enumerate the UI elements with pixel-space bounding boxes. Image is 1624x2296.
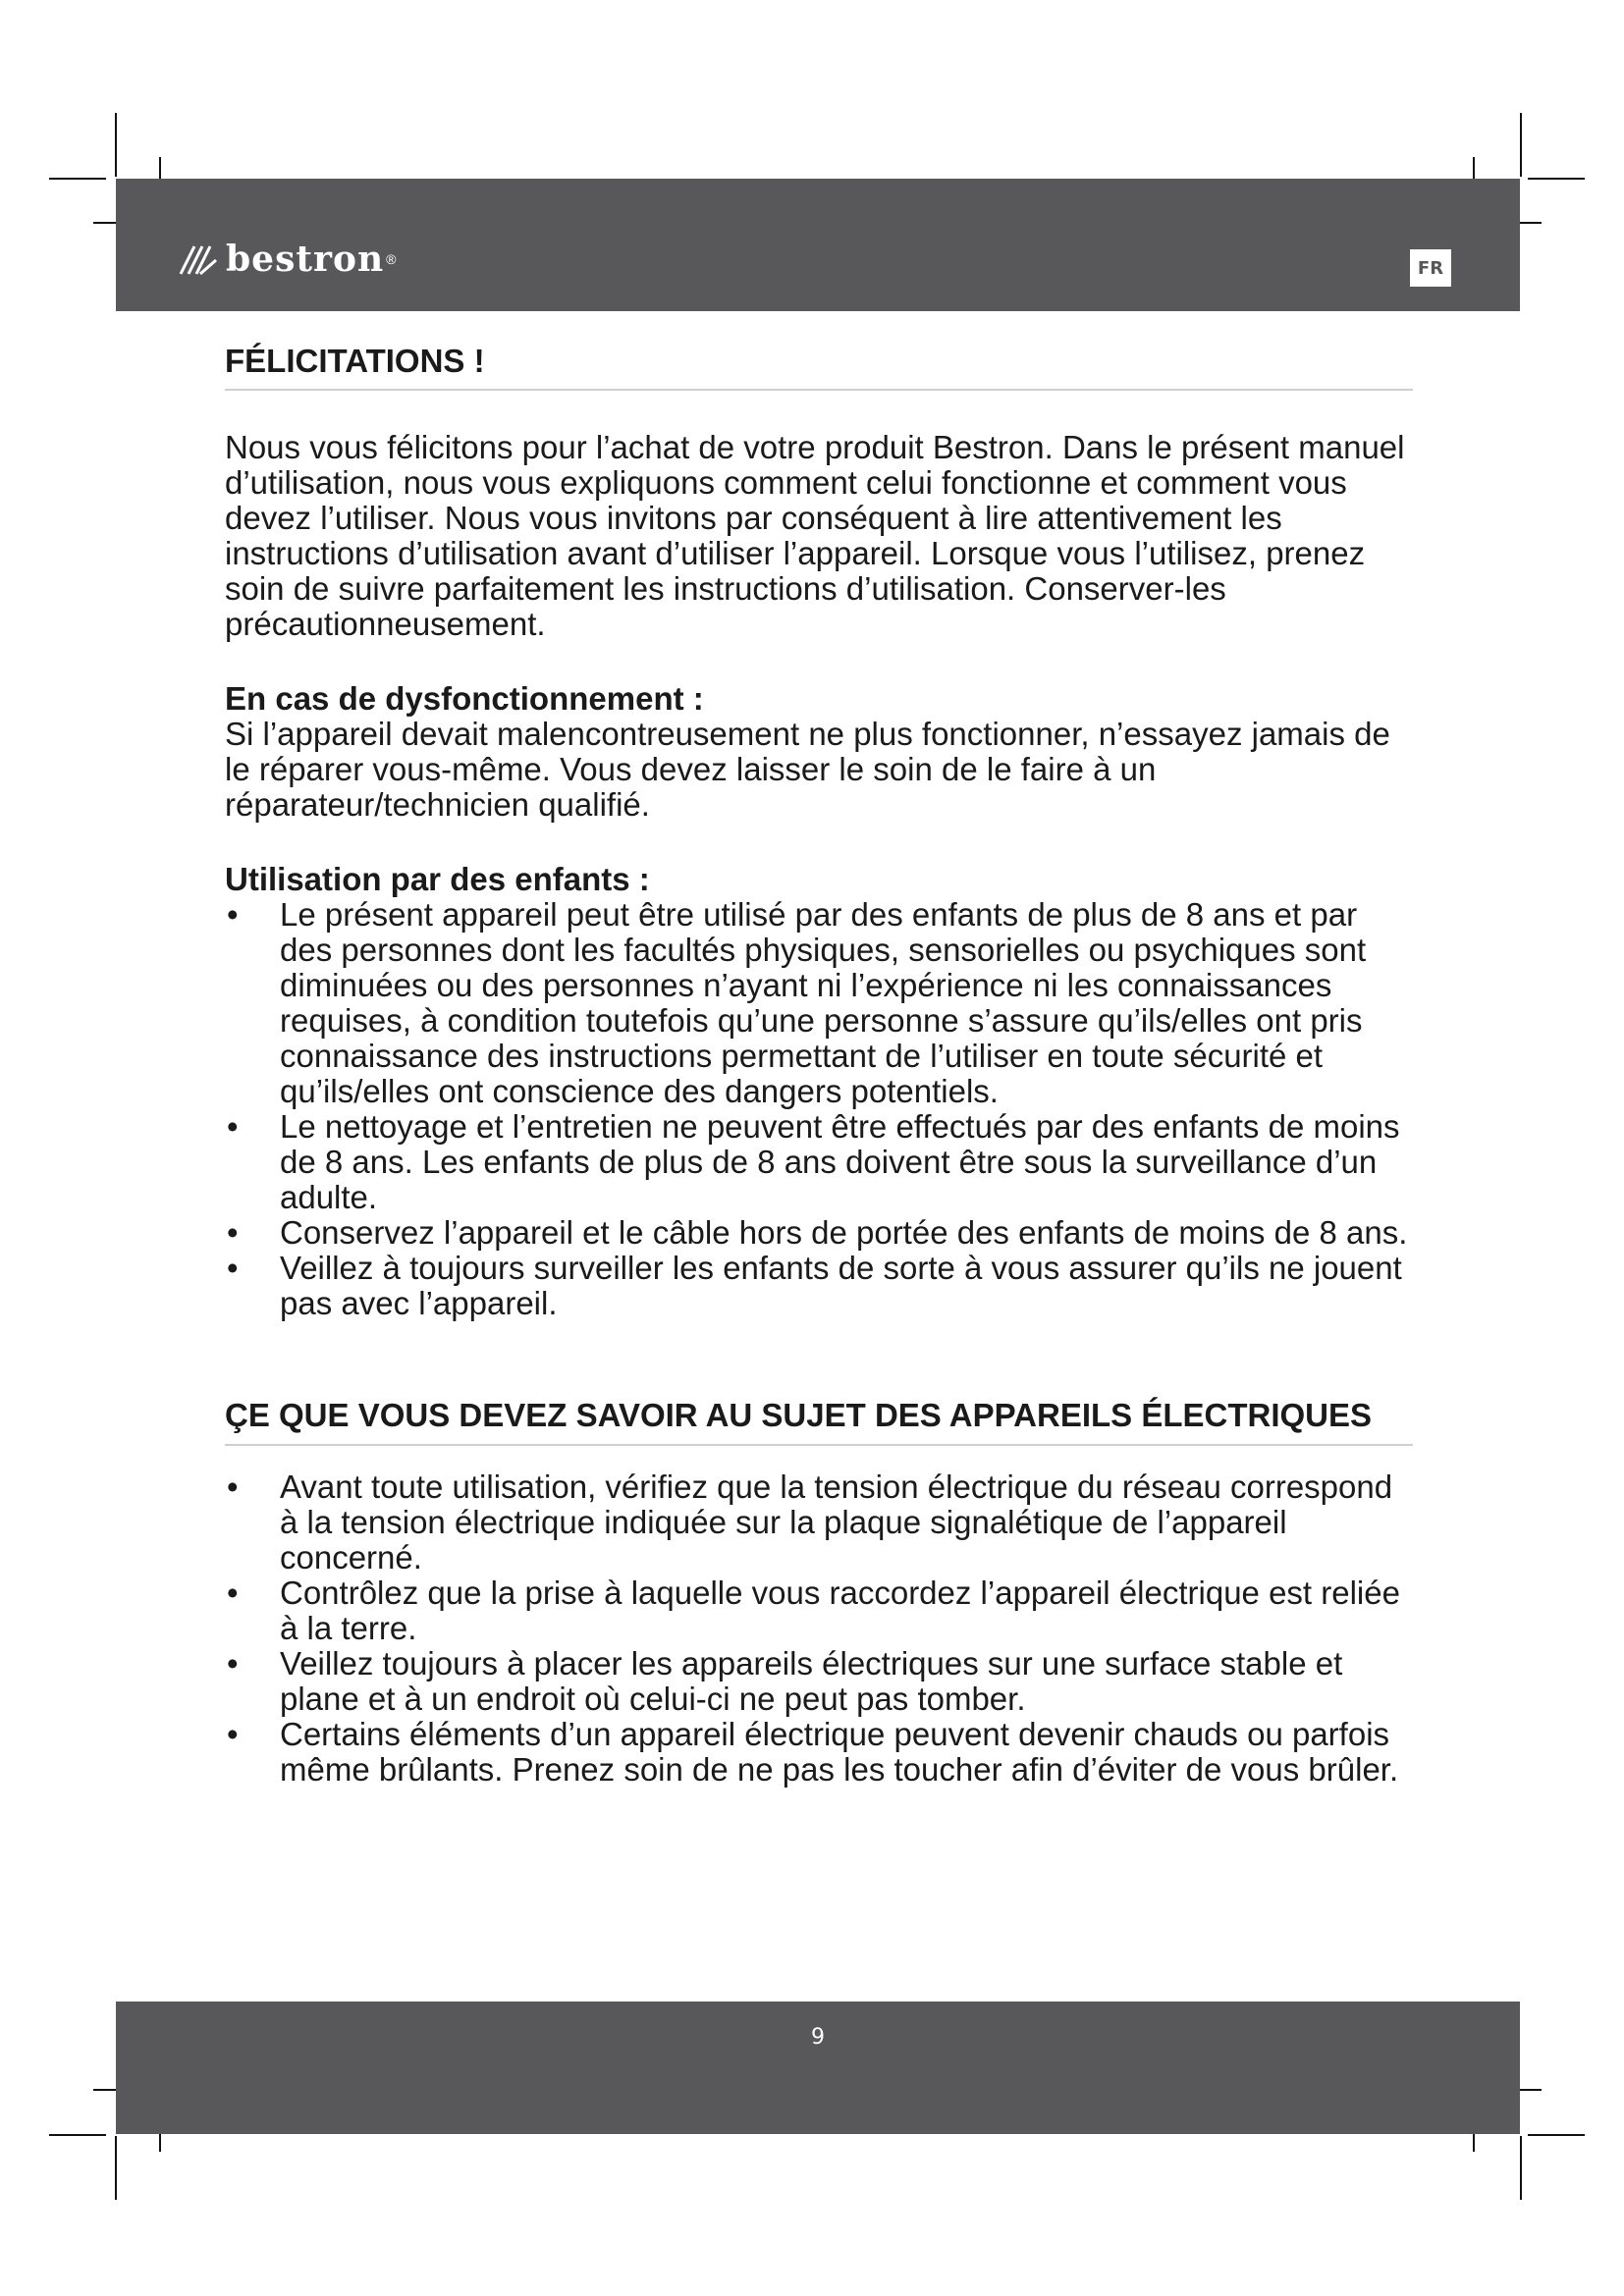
list-item: • Contrôlez que la prise à laquelle vous raccordez l’appareil électrique est reliée à la terre.	[227, 1574, 1400, 1646]
malfunction-paragraph: Si l’appareil devait malencontreusement ne plus fonctionner, n’essayez jamais de le réparer vous-même. Vous devez laisser le soin de le faire à un réparateur/technicien qualifié.	[225, 716, 1390, 824]
intro-paragraph: Nous vous félicitons pour l’achat de votre produit Bestron. Dans le présent manuel d’utilisation, nous vous expliquons comment celui fonctionne et comment vous devez l’utiliser. Nous vous invitons par conséquent à lire attentivement les instructions d’utilisation avant d’utiliser l’appareil. Lorsque vous l’utilisez, prenez soin de suivre parfaitement les instructions d’utilisation. Conserver-les précautionneusement.	[225, 429, 1405, 643]
page-content	[225, 344, 1413, 1788]
crop-mark	[1528, 178, 1585, 180]
bullet-icon: •	[227, 1250, 239, 1287]
malfunction-heading: En cas de dysfonctionnement :	[225, 680, 704, 718]
page-number: 9	[811, 2025, 825, 2050]
children-list	[225, 897, 1413, 1321]
list-item: • Certains éléments d’un appareil électrique peuvent devenir chauds ou parfois même brûlants. Prenez soin de ne pas les toucher afin d’éviter de vous brûler.	[227, 1715, 1399, 1788]
bullet-icon: •	[227, 1108, 239, 1146]
bullet-icon: •	[227, 896, 239, 934]
list-item: • Veillez toujours à placer les appareils électriques sur une surface stable et plane et à un endroit où celui-ci ne peut pas tomber.	[227, 1644, 1343, 1717]
registered-mark-icon: ®	[386, 251, 397, 267]
bullet-icon: •	[227, 1644, 239, 1682]
crop-mark	[1520, 2136, 1522, 2200]
electrical-list	[225, 1469, 1413, 1788]
list-item: • Le nettoyage et l’entretien ne peuvent être effectués par des enfants de moins de 8 ans. Les enfants de plus de 8 ans doivent être sous la surveillance d’un adulte.	[227, 1108, 1400, 1216]
bullet-icon: •	[227, 1715, 239, 1752]
children-heading: Utilisation par des enfants :	[225, 861, 650, 898]
crop-mark	[115, 2136, 117, 2200]
bullet-icon: •	[227, 1214, 239, 1252]
congrats-heading: FÉLICITATIONS !	[225, 344, 1413, 391]
list-item: • Conservez l’appareil et le câble hors de portée des enfants de moins de 8 ans.	[227, 1214, 1408, 1252]
crop-mark	[49, 178, 106, 180]
bullet-icon: •	[227, 1468, 239, 1505]
footer-band	[116, 2002, 1520, 2134]
crop-mark	[49, 2134, 106, 2136]
crop-mark	[115, 113, 117, 177]
crop-mark	[1528, 2134, 1585, 2136]
bullet-icon: •	[227, 1574, 239, 1611]
list-item: • Le présent appareil peut être utilisé par des enfants de plus de 8 ans et par des personnes dont les facultés physiques, sensorielles ou psychiques sont diminuées ou des personnes n’ayant ni l’expérience ni les connaissances requises, à condition toutefois qu’une personne s’assure qu’ils/elles ont pris connaissance des instructions permettant de l’utiliser en toute sécurité et qu’ils/elles ont conscience des dangers potentiels.	[227, 896, 1367, 1110]
crop-mark	[1520, 113, 1522, 177]
logo-chevrons-icon	[177, 242, 220, 276]
electrical-heading: ÇE QUE VOUS DEVEZ SAVOIR AU SUJET DES APPAREILS ÉLECTRIQUES	[225, 1398, 1413, 1445]
language-badge: FR	[1410, 249, 1451, 287]
brand-name: bestron	[226, 239, 385, 280]
list-item: • Avant toute utilisation, vérifiez que la tension électrique du réseau correspond à la tension électrique indiquée sur la plaque signalétique de l’appareil concerné.	[227, 1468, 1393, 1575]
brand-logo	[177, 239, 397, 280]
list-item: • Veillez à toujours surveiller les enfants de sorte à vous assurer qu’ils ne jouent pas avec l’appareil.	[227, 1250, 1402, 1322]
